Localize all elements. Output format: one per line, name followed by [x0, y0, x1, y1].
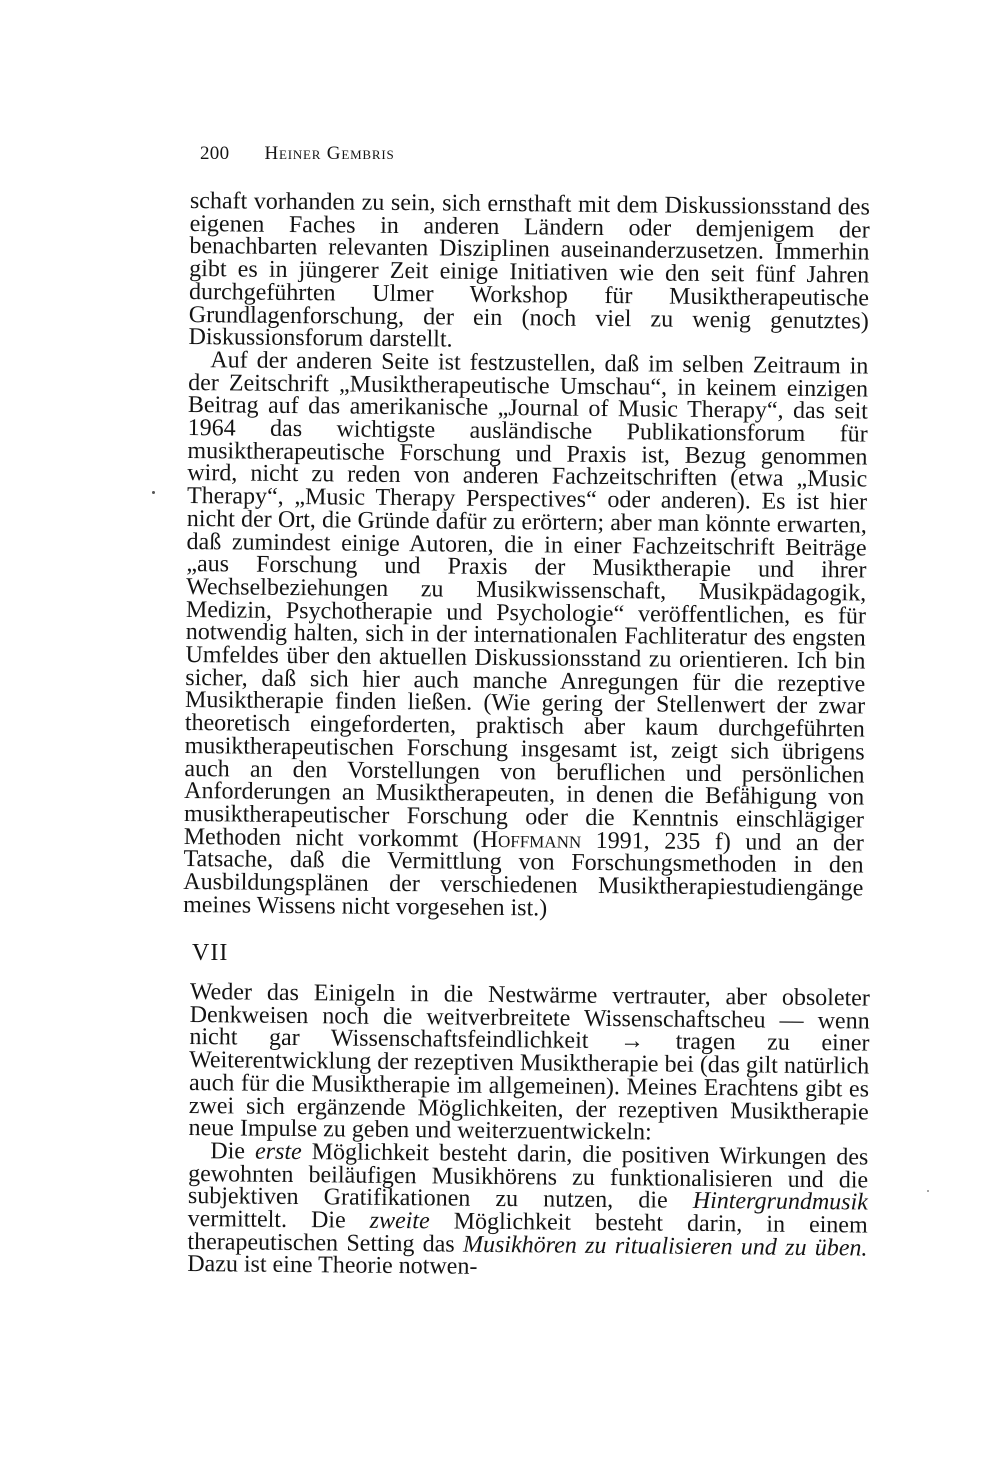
section-heading: VII: [192, 940, 229, 966]
paragraph-continued: schaft vorhanden zu sein, sich ernsthaft mit dem Diskussionsstand des eigenen Faches in anderen Ländern oder demjenigem der benachbarten relevanten Disziplinen auseinanderzusetzen. Immerhin gibt es in jüngerer Zeit einige Initiativen wie den seit fünf Jahren durchgeführten Ulmer Workshop für Musiktherapeutische Grundlagenforschung, der ein (noch viel zu wenig genutztes) Diskussionsforum darstellt.: [188, 188, 870, 353]
margin-mark: [152, 491, 155, 494]
emphasis-background-music: Hintergrundmusik: [692, 1188, 869, 1216]
emphasis-ritualize: Musikhören zu ritualisieren und zu üben.: [462, 1231, 868, 1262]
paragraph-journal-critique: [183, 349, 868, 923]
text-run: Möglichkeit besteht darin, in einem therapeutischen Setting das: [187, 1208, 868, 1258]
text-run: Dazu ist eine Theorie notwen-: [187, 1251, 478, 1281]
page-number: 200: [200, 143, 230, 164]
text-run: Möglichkeit besteht darin, die positiven Wirkungen des gewohnten beiläufigen Musikhörens zu funktionalisieren und die subjektiven Gratifikationen zu nutzen, die: [187, 1139, 869, 1215]
text-run: Auf der anderen Seite ist festzustellen, daß im selben Zeitraum in der Zeitschrift „Musiktherapeutische Umschau“, in keinem einzigen Beitrag auf das amerikanische „Journal of Music Therapy“, das seit 1964 das wichtigste ausländische Publikationsforum für musiktherapeutische Forschung und Praxis ist, Bezug genommen wird, nicht zu reden von anderen Fachzeitschriften (etwa „Music Therapy“, „Music Therapy Perspectives“ oder anderen). Es ist hier nicht der Ort, die Gründe dafür zu erörtern; aber man könnte erwarten, daß zumindest einige Autoren, die in einer Fachzeitschrift Beiträge „aus Forschung und Praxis der Musiktherapie und ihrer Wechselbeziehungen zu Musikwissenschaft, Musikpädagogik, Medizin, Psychotherapie und Psychologie“ veröffentlichen, es für notwendig halten, sich in der internationalen Fachliteratur des engsten Umfeldes über den aktuellen Diskussionsstand zu orientieren. Ich bin sicher, daß sich hier auch manche Anregungen für die rezeptive Musiktherapie finden ließen. (Wie gering der Stellenwert der zwar theoretisch eingeforderten, praktisch aber kaum durchgeführten musiktherapeutischen Forschung insgesamt ist, zeigt sich übrigens auch an den Vorstellungen von beruflichen und persönlichen Anforderungen an Musiktherapeuten, in denen die Befähigung von musiktherapeutischer Forschung oder die Kenntnis einschlägiger Methoden nicht vorkommt (: [183, 347, 869, 853]
page-header: [200, 143, 395, 165]
text-run: vermittelt. Die: [187, 1206, 370, 1234]
body-text-bottom: [187, 981, 870, 1283]
text-run: 1991, 235 f) und an der Tatsache, daß die Vermittlung von Forschungsmethoden in den Ausbildungsplänen der verschiedenen Musiktherapiestudiengänge meines Wissens nicht vorgesehen ist.): [183, 827, 864, 922]
paragraph-section-intro: Weder das Einigeln in die Nestwärme vertrauter, aber obsoleter Denkweisen noch die weitverbreitete Wissenschaftscheu — wenn nicht gar Wissenschaftsfeindlichkeit → tragen zu einer Weiterentwicklung der rezeptiven Musiktherapie bei (das gilt natürlich auch für die Musiktherapie im allgemeinen). Meines Erachtens gibt es zwei sich ergänzende Möglichkeiten, der rezeptiven Musiktherapie neue Impulse zu geben und weiterzuentwickeln:: [188, 979, 870, 1146]
running-head-author: Heiner Gembris: [264, 143, 395, 164]
cited-author: Hoffmann: [480, 826, 582, 854]
margin-mark-right: [927, 1190, 929, 1192]
emphasis-first: erste: [254, 1138, 302, 1166]
emphasis-second: zweite: [369, 1207, 430, 1235]
paragraph-possibilities: [187, 1140, 868, 1283]
text-run: Die: [210, 1138, 256, 1165]
body-text-top: [183, 190, 870, 923]
